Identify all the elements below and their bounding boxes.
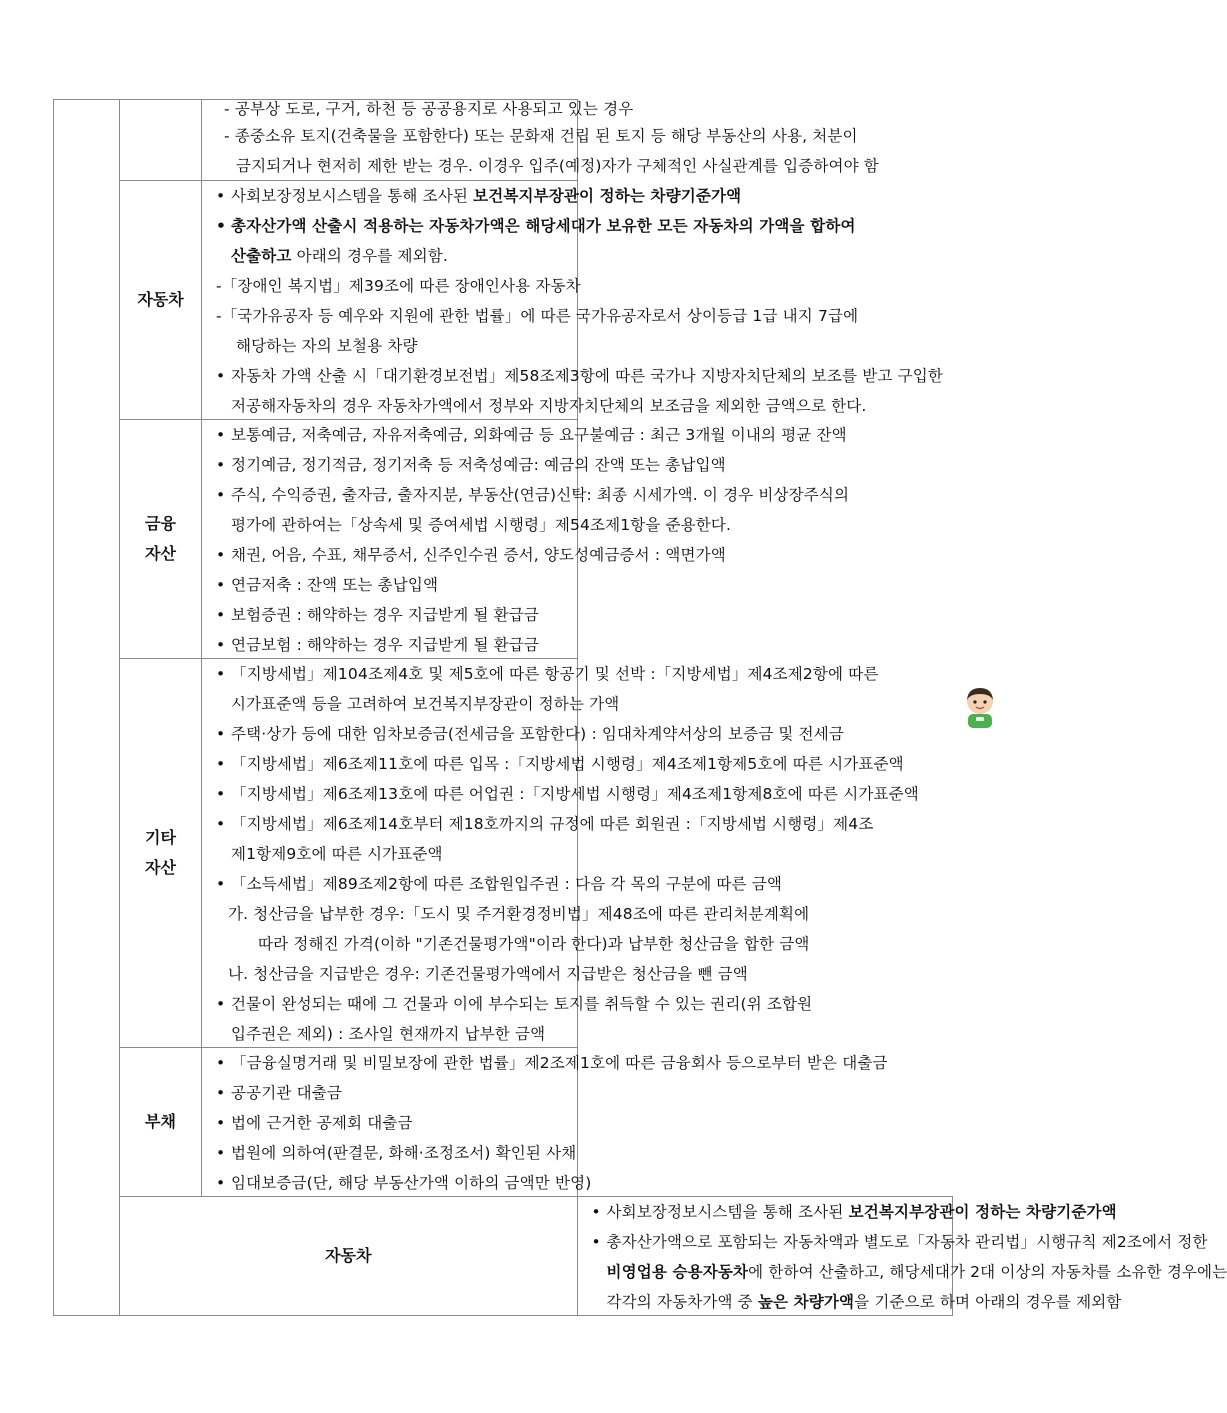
list-item: 입주권은 제외) : 조사일 현재까지 납부한 금액 [231, 1025, 546, 1043]
bold-text: 비영업용 승용자동차 [606, 1263, 749, 1281]
list-item: • 법원에 의하여(판결문, 화해·조정조서) 확인된 사채 [216, 1138, 569, 1168]
list-item: • 「지방세법」제6조제13호에 따른 어업권 :「지방세법 시행령」제4조제1항제8호에 따른 시가표준액 [216, 779, 569, 809]
list-item: • 「금융실명거래 및 비밀보장에 관한 법률」제2조제1호에 따른 금융회사 등으로부터 받은 대출금 [216, 1048, 569, 1078]
table-row [54, 1048, 953, 1197]
table-row [54, 100, 953, 181]
label-line: 자산 [145, 858, 176, 877]
list-item: 시가표준액 등을 고려하여 보건복지부장관이 정하는 가액 [231, 695, 620, 713]
list-item: • 정기예금, 정기적금, 정기저축 등 저축성예금: 예금의 잔액 또는 총납입액 [216, 450, 569, 480]
list-item: -「국가유공자 등 예우와 지원에 관한 법률」에 따른 국가유공자로서 상이등급 1급 내지 7급에 [216, 307, 859, 325]
list-item: - 공부상 도로, 구거, 하천 등 공공용지로 사용되고 있는 경우 [224, 100, 634, 118]
list-item: 저공해자동차의 경우 자동차가액에서 정부와 지방자치단체의 보조금을 제외한 금액으로 한다. [231, 397, 867, 415]
label-cell-empty [120, 100, 202, 181]
table-row [54, 659, 953, 1048]
text: 에 한하여 산출하고, 해당세대가 2대 이상의 자동차를 소유한 경우에는 [748, 1263, 1227, 1281]
list-item [216, 181, 742, 211]
label-line: 기타 [145, 828, 176, 847]
debt-content-cell [202, 1048, 888, 1197]
table-row [54, 1197, 953, 1316]
list-item: 해당하는 자의 보철용 차량 [236, 337, 418, 355]
list-item: -「장애인 복지법」제39조에 따른 장애인사용 자동차 [216, 277, 581, 295]
bold-text: 산출하고 [231, 247, 292, 265]
list-item: 가. 청산금을 납부한 경우:「도시 및 주거환경정비법」제48조에 따른 관리처분계획에 [228, 905, 810, 923]
row-label-other-assets [120, 659, 202, 1048]
label-line: 자산 [145, 544, 176, 563]
list-item: • 「지방세법」제6조제11호에 따른 입목 :「지방세법 시행령」제4조제1항제5호에 따른 시가표준액 [216, 749, 569, 779]
list-item: 나. 청산금을 지급받은 경우: 기존건물평가액에서 지급받은 청산금을 뺀 금액 [228, 965, 748, 983]
list-item: • 총자산가액 산출시 적용하는 자동차가액은 해당세대가 보유한 모든 자동차의 가액을 합하여 [216, 211, 569, 241]
list-item: • 「지방세법」제6조제14호부터 제18호까지의 규정에 따른 회원권 :「지방세법 시행령」제4조 [216, 809, 569, 839]
list-item: • 보통예금, 저축예금, 자유저축예금, 외화예금 등 요구불예금 : 최근 3개월 이내의 평균 잔액 [216, 420, 569, 450]
row-label-vehicle: 자동차 [120, 1197, 578, 1316]
text: 각각의 자동차가액 중 [606, 1293, 758, 1311]
list-item: • 자동차 가액 산출 시「대기환경보전법」제58조제3항에 따른 국가나 지방자치단체의 보조를 받고 구입한 [216, 361, 569, 391]
asset-criteria-table [53, 99, 1227, 1316]
list-item: • 총자산가액으로 포함되는 자동차액과 별도로「자동차 관리법」시행규칙 제2조에서 정한 [592, 1227, 945, 1257]
table-row [54, 181, 953, 420]
list-item: • 「지방세법」제104조제4호 및 제5호에 따른 항공기 및 선박 :「지방세법」제4조제2항에 따른 [216, 659, 569, 689]
vehicle-content-cell [577, 1197, 1227, 1316]
text: 사회보장정보시스템을 통해 조사된 [231, 187, 474, 205]
bold-text: 보건복지부장관이 정하는 차량기준가액 [473, 187, 742, 205]
text: 아래의 경우를 제외함. [291, 247, 448, 265]
list-item [592, 1197, 1117, 1227]
row-label-financial-assets [120, 420, 202, 659]
row-label-car: 자동차 [120, 181, 202, 420]
car-content-cell [202, 181, 943, 420]
list-item: • 임대보증금(단, 해당 부동산가액 이하의 금액만 반영) [216, 1168, 569, 1196]
list-item: • 「소득세법」제89조제2항에 따른 조합원입주권 : 다음 각 목의 구분에 따른 금액 [216, 869, 569, 899]
list-item: • 건물이 완성되는 때에 그 건물과 이에 부수되는 토지를 취득할 수 있는 권리(위 조합원 [216, 989, 569, 1019]
category-cell-merged [54, 100, 120, 1316]
list-item: • 채권, 어음, 수표, 채무증서, 신주인수권 증서, 양도성예금증서 : 액면가액 [216, 540, 569, 570]
text: 을 기준으로 하며 아래의 경우를 제외함 [854, 1293, 1122, 1311]
other-assets-content-cell [202, 659, 919, 1048]
bold-text: 높은 차량가액 [757, 1293, 855, 1311]
table-row [54, 420, 953, 659]
list-item: • 주식, 수익증권, 출자금, 출자지분, 부동산(연금)신탁: 최종 시세가액. 이 경우 비상장주식의 [216, 480, 569, 510]
list-item: - 종중소유 토지(건축물을 포함한다) 또는 문화재 건립 된 토지 등 해당 부동산의 사용, 처분이 [224, 127, 858, 145]
list-item: • 주택·상가 등에 대한 임차보증금(전세금을 포함한다) : 임대차계약서상의 보증금 및 전세금 [216, 719, 569, 749]
label-line: 금융 [145, 514, 176, 533]
list-item: 제1항제9호에 따른 시가표준액 [231, 845, 443, 863]
list-item [592, 1257, 1227, 1287]
list-item: 금지되거나 현저히 제한 받는 경우. 이경우 입주(예정)자가 구체적인 사실관계를 입증하여야 함 [236, 157, 879, 175]
row-label-debt: 부채 [120, 1048, 202, 1197]
list-item: • 연금보험 : 해약하는 경우 지급받게 될 환급금 [216, 630, 569, 658]
land-exception-cell [202, 100, 879, 181]
text: 사회보장정보시스템을 통해 조사된 [606, 1203, 849, 1221]
bold-text: 보건복지부장관이 정하는 차량기준가액 [848, 1203, 1117, 1221]
financial-content-cell [202, 420, 850, 659]
list-item [216, 241, 569, 271]
list-item: 따라 정해진 가격(이하 "기존건물평가액"이라 한다)과 납부한 청산금을 합한 금액 [258, 935, 810, 953]
list-item: 평가에 관하여는「상속세 및 증여세법 시행령」제54조제1항을 준용한다. [231, 516, 732, 534]
list-item: • 법에 근거한 공제회 대출금 [216, 1108, 569, 1138]
list-item [592, 1287, 1122, 1315]
list-item: • 공공기관 대출금 [216, 1078, 569, 1108]
list-item: • 보험증권 : 해약하는 경우 지급받게 될 환급금 [216, 600, 569, 630]
child-mascot-icon [962, 686, 998, 728]
list-item: • 연금저축 : 잔액 또는 총납입액 [216, 570, 569, 600]
